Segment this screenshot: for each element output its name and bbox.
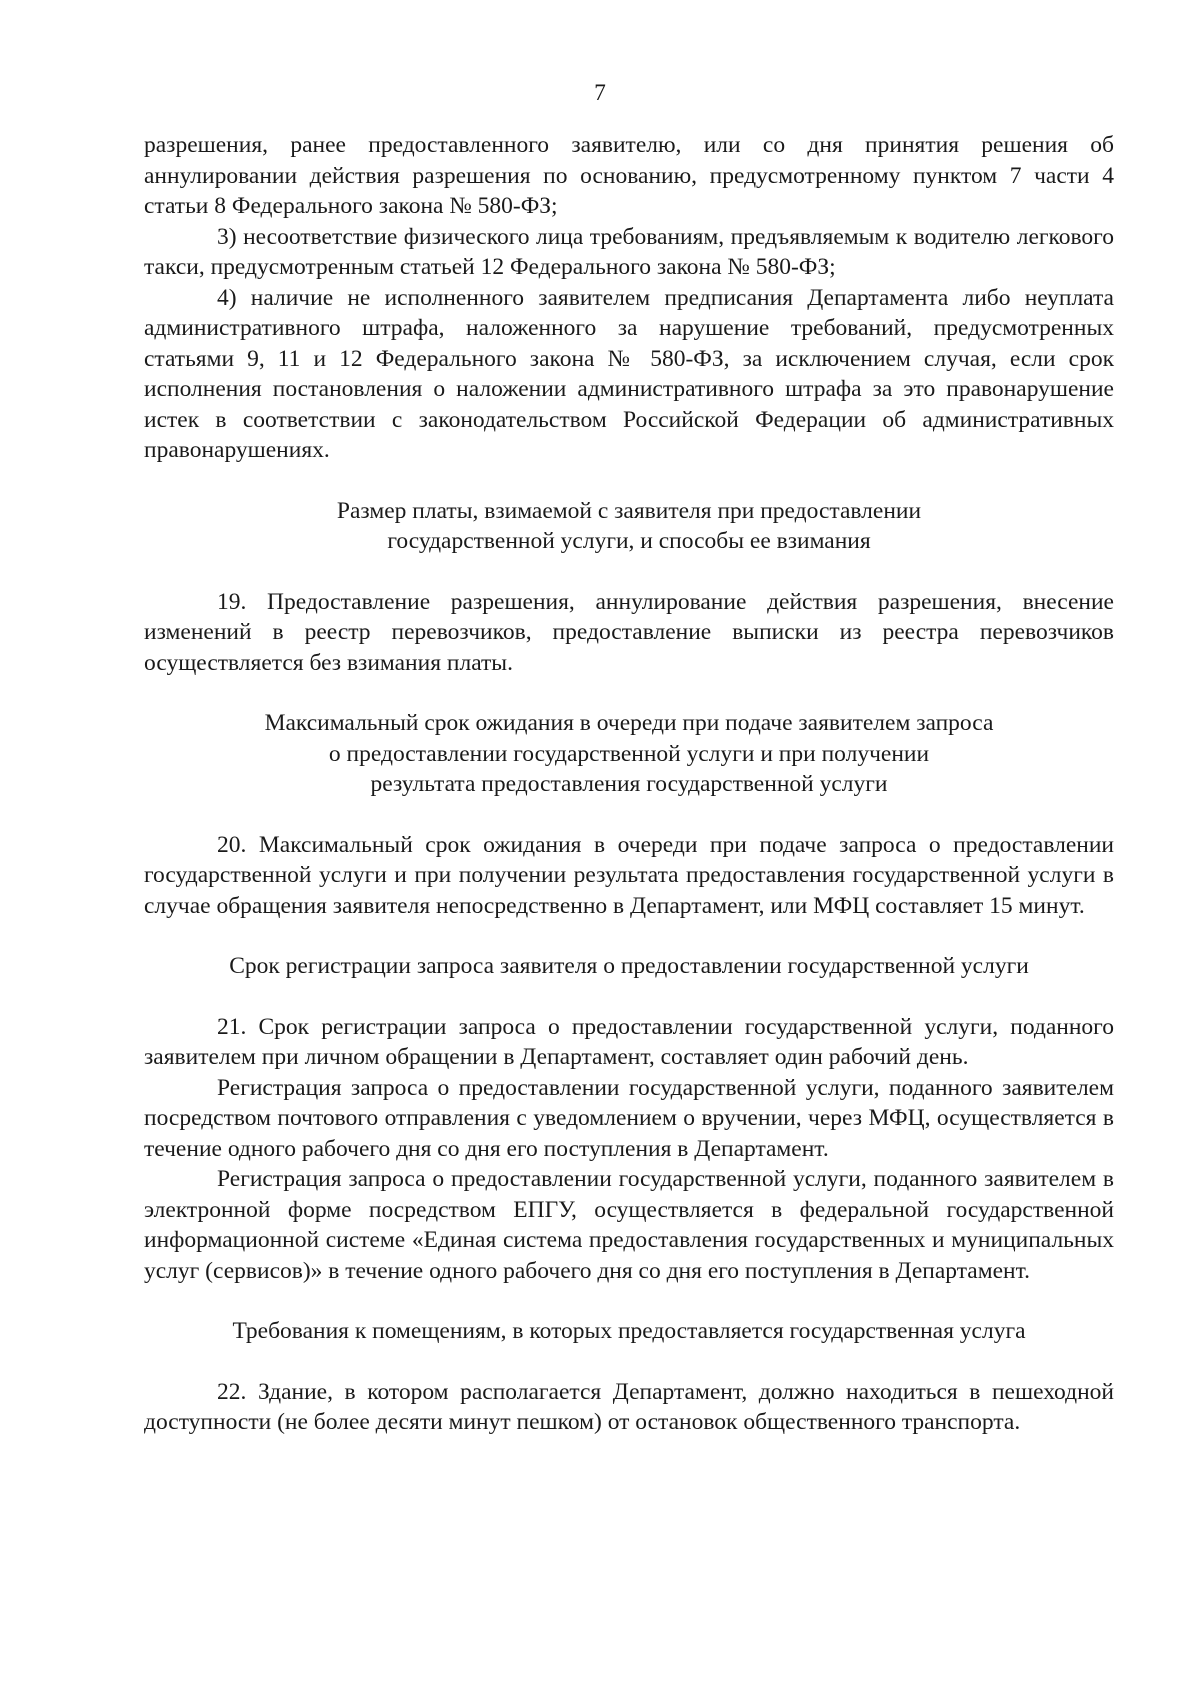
paragraph-21: 21. Срок регистрации запроса о предоставлении государственной услуги, поданного заявителем при личном обращении в Департамент, составляет один рабочий день. <box>144 1013 1114 1070</box>
heading-line: результата предоставления государственной услуги <box>370 771 888 797</box>
heading-line: государственной услуги, и способы ее взимания <box>387 528 871 554</box>
paragraph-continuation: разрешения, ранее предоставленного заявителю, или со дня принятия решения об аннулировании действия разрешения по основанию, предусмотренному пунктом 7 части 4 статьи 8 Федерального закона № 580-ФЗ; <box>144 132 1114 219</box>
section-heading-queue-time <box>144 708 1114 800</box>
section-heading-premises <box>144 1316 1114 1347</box>
paragraph-20: 20. Максимальный срок ожидания в очереди при подаче запроса о предоставлении государственной услуги и при получении результата предоставления государственной услуги в случае обращения заявителя непосредственно в Департамент, или МФЦ составляет 15 минут. <box>144 831 1114 919</box>
document-body <box>144 130 1114 1438</box>
paragraph-19: 19. Предоставление разрешения, аннулирование действия разрешения, внесение изменений в реестр перевозчиков, предоставление выписки из реестра перевозчиков осуществляется без взимания платы. <box>144 588 1114 676</box>
section-heading-registration <box>144 951 1114 982</box>
heading-line: Размер платы, взимаемой с заявителя при предоставлении <box>336 497 922 524</box>
heading-line: о предоставлении государственной услуги и при получении <box>328 740 930 767</box>
paragraph-22: 22. Здание, в котором располагается Департамент, должно находиться в пешеходной доступности (не более десяти минут пешком) от остановок общественного транспорта. <box>144 1378 1114 1435</box>
heading-line: Требования к помещениям, в которых предоставляется государственная услуга <box>232 1318 1026 1344</box>
paragraph-item-4: 4) наличие не исполненного заявителем предписания Департамента либо неуплата административного штрафа, наложенного за нарушение требований, предусмотренных статьями 9, 11 и 12 Федерального закона № 580-ФЗ, за исключением случая, если срок исполнения постановления о наложении административного штрафа за это правонарушение истек в соответствии с законодательством Российской Федерации об административных правонарушениях. <box>144 284 1114 463</box>
paragraph-registration-mail: Регистрация запроса о предоставлении государственной услуги, поданного заявителем посредством почтового отправления с уведомлением о вручении, через МФЦ, осуществляется в течение одного рабочего дня со дня его поступления в Департамент. <box>144 1074 1114 1162</box>
heading-line: Срок регистрации запроса заявителя о предоставлении государственной услуги <box>229 953 1029 979</box>
section-heading-fee <box>144 496 1114 557</box>
page-number: 7 <box>594 80 606 106</box>
heading-line: Максимальный срок ожидания в очереди при подаче заявителем запроса <box>264 710 994 736</box>
paragraph-registration-electronic: Регистрация запроса о предоставлении государственной услуги, поданного заявителем в электронной форме посредством ЕПГУ, осуществляется в федеральной государственной информационной системе «Единая система предоставления государственных и муниципальных услуг (сервисов)» в течение одного рабочего дня со дня его поступления в Департамент. <box>144 1166 1114 1284</box>
paragraph-item-3: 3) несоответствие физического лица требованиям, предъявляемым к водителю легкового такси, предусмотренным статьей 12 Федерального закона № 580-ФЗ; <box>144 223 1114 280</box>
